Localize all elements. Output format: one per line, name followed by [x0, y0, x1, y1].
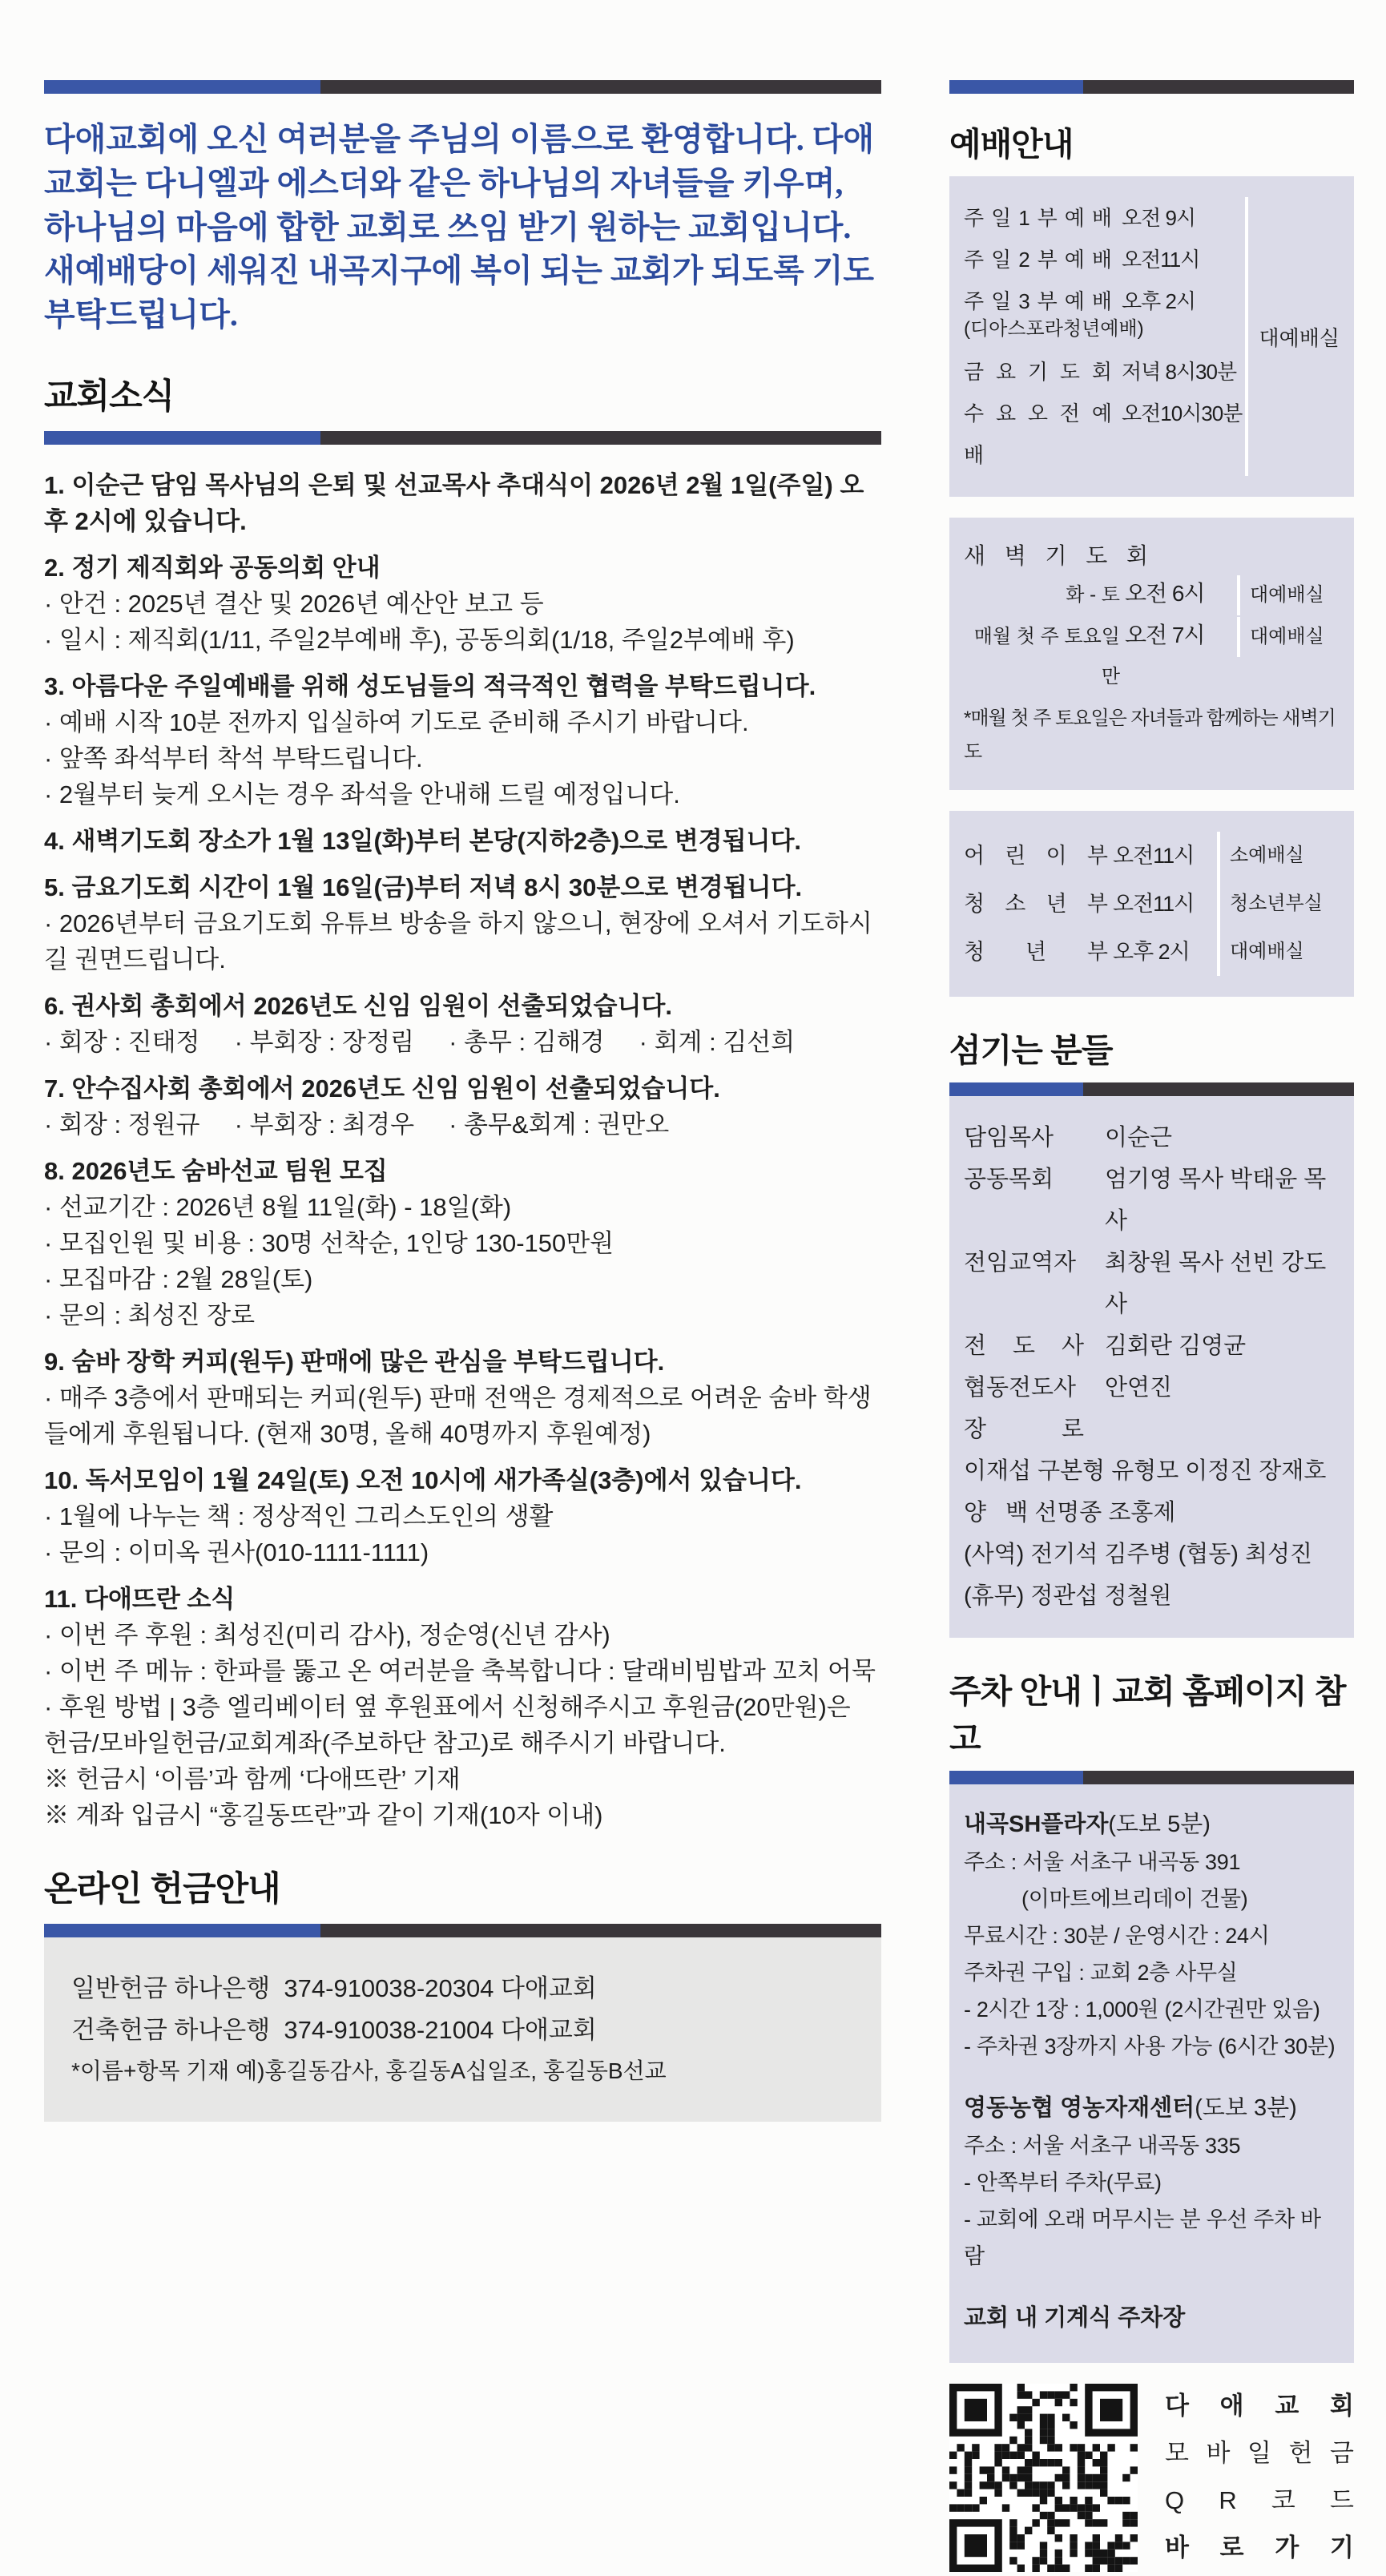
servant-role: 전 도 사 — [964, 1333, 1084, 1359]
department-room: 청소년부실 — [1217, 880, 1323, 928]
department-name: 어 린 이 부 — [964, 844, 1108, 868]
parking-section — [964, 2089, 1340, 2275]
news-item-title: 6. 권사회 총회에서 2026년도 신임 임원이 선출되었습니다. — [44, 991, 672, 1020]
dawn-prayer-box — [949, 518, 1354, 790]
servant-row — [964, 1117, 1340, 1159]
servant-row — [964, 1409, 1340, 1450]
bar-dark-segment — [1083, 1082, 1354, 1096]
mobile-offering-qr-section — [949, 2384, 1354, 2572]
news-item — [44, 550, 881, 658]
worship-times-box — [949, 176, 1354, 497]
parking-line: - 2시간 1장 : 1,000원 (2시간권만 있음) — [964, 1998, 1320, 2022]
parking-box — [949, 1784, 1354, 2363]
news-item — [44, 988, 881, 1060]
department-row — [964, 880, 1340, 928]
department-room: 소예배실 — [1217, 832, 1304, 880]
service-name: 금 요 기 도 회 — [964, 360, 1112, 384]
dawn-prayer-row — [964, 615, 1340, 697]
news-item-line: · 안건 : 2025년 결산 및 2026년 예산안 보고 등 — [44, 589, 544, 618]
servant-role: 공동목회 — [964, 1167, 1054, 1192]
offering-note: *이름+항목 기재 예)홍길동감사, 홍길동A십일조, 홍길동B선교 — [71, 2058, 667, 2083]
news-item — [44, 1581, 881, 1833]
parking-line: 무료시간 : 30분 / 운영시간 : 24시 — [964, 1924, 1270, 1948]
servant-row — [964, 1159, 1340, 1242]
department-time: 오후 2시 — [1113, 940, 1190, 964]
top-bar-right — [949, 80, 1354, 94]
parking-place — [964, 2299, 1340, 2337]
elder-names-line: (휴무) 정관섭 정철원 — [964, 1583, 1172, 1609]
servant-row — [964, 1325, 1340, 1367]
news-item-line: · 2월부터 늦게 오시는 경우 좌석을 안내해 드릴 예정입니다. — [44, 780, 680, 808]
news-item — [44, 869, 881, 978]
news-item-line: ※ 계좌 입금시 “홍길동뜨란”과 같이 기재(10자 이내) — [44, 1800, 603, 1829]
parking-section — [964, 2299, 1340, 2337]
worship-row — [964, 351, 1245, 393]
parking-walk-time: (도보 3분) — [1195, 2095, 1297, 2121]
news-item-title: 4. 새벽기도회 장소가 1월 13일(화)부터 본당(지하2층)으로 변경됩니다. — [44, 826, 802, 855]
welcome-message: 다애교회에 오신 여러분을 주님의 이름으로 환영합니다. 다애교회는 다니엘과 에스더와 같은 하나님의 자녀들을 키우며, 하나님의 마음에 합한 교회로 쓰임 받기 원하는 교회입니다. 새예배당이 세워진 내곡지구에 복이 되는 교회가 되도록 기도 부탁드립니다. — [44, 121, 882, 333]
department-times-box — [949, 811, 1354, 997]
news-item-line: · 이번 주 후원 : 최성진(미리 감사), 정순영(신년 감사) — [44, 1620, 610, 1649]
parking-place-name: 교회 내 기계식 주차장 — [964, 2305, 1186, 2331]
dawn-prayer-row — [964, 574, 1340, 615]
department-row — [964, 928, 1340, 976]
worship-rows — [964, 197, 1245, 476]
parking-section — [964, 1805, 1340, 2065]
news-item — [44, 823, 881, 859]
parking-walk-time: (도보 5분) — [1108, 1812, 1211, 1837]
parking-line: - 주차권 3장까지 사용 가능 (6시간 30분) — [964, 2034, 1336, 2058]
servant-names: 이순근 — [1105, 1125, 1173, 1151]
department-time: 오전11시 — [1113, 892, 1195, 916]
worship-row — [964, 197, 1245, 239]
dawn-prayer-title: 새 벽 기 도 회 — [964, 543, 1148, 568]
servant-names: 안연진 — [1105, 1375, 1173, 1401]
news-item-line: · 문의 : 이미옥 권사(010-1111-1111) — [44, 1538, 429, 1566]
qr-code — [949, 2384, 1138, 2572]
servant-names: 김회란 김영균 — [1105, 1333, 1247, 1359]
parking-line: - 교회에 오래 머무시는 분 우선 주차 바람 — [964, 2207, 1321, 2268]
service-room: 대예배실 — [1245, 197, 1340, 476]
offering-section-rule — [44, 1924, 881, 1937]
news-item-line: · 회장 : 정원규 · 부회장 : 최경우 · 총무&회계 : 권만오 — [44, 1110, 670, 1139]
parking-place-name: 영동농협 영농자재센터 — [964, 2095, 1195, 2121]
left-column — [44, 80, 881, 2122]
bar-dark-segment — [320, 80, 881, 94]
department-name: 청 소 년 부 — [964, 892, 1108, 916]
bar-blue-segment — [949, 80, 1083, 94]
news-item-line: · 모집인원 및 비용 : 30명 선착순, 1인당 130-150만원 — [44, 1228, 614, 1257]
news-item-line: · 이번 주 메뉴 : 한파를 뚫고 온 여러분을 축복합니다 : 달래비빔밥과 꼬치 어묵 — [44, 1656, 876, 1685]
dawn-when: 화 - 토 — [1066, 584, 1120, 606]
servant-role: 협동전도사 — [964, 1375, 1077, 1401]
news-item-line: · 매주 3층에서 판매되는 커피(원두) 판매 전액은 경제적으로 어려운 숨바 학생들에게 후원됩니다. (현재 30명, 올해 40명까지 후원예정) — [44, 1383, 872, 1448]
worship-row — [964, 393, 1245, 476]
worship-section-title: 예배안내 — [949, 126, 1074, 163]
department-room: 대예배실 — [1217, 928, 1304, 976]
news-item-title: 7. 안수집사회 총회에서 2026년도 신임 임원이 선출되었습니다. — [44, 1074, 720, 1103]
servant-role: 담임목사 — [964, 1125, 1054, 1151]
news-item-title: 8. 2026년도 숨바선교 팀원 모집 — [44, 1156, 388, 1185]
parking-line: - 안쪽부터 주차(무료) — [964, 2171, 1162, 2195]
news-item-line: · 예배 시작 10분 전까지 입실하여 기도로 준비해 주시기 바랍니다. — [44, 707, 749, 736]
bar-dark-segment — [320, 431, 881, 445]
parking-place — [964, 2089, 1340, 2127]
service-time: 오전 9시 — [1122, 206, 1196, 230]
elder-names-line: 이재섭 구본형 유형모 이정진 장재호 — [964, 1458, 1327, 1484]
news-item-line: · 문의 : 최성진 장로 — [44, 1300, 256, 1329]
top-bar-left — [44, 80, 881, 94]
news-item-title: 11. 다애뜨란 소식 — [44, 1584, 236, 1613]
worship-row — [964, 239, 1245, 280]
news-list — [44, 467, 881, 1833]
news-item-line: · 회장 : 진태정 · 부회장 : 장정림 · 총무 : 김해경 · 회계 : 김선희 — [44, 1027, 796, 1056]
elder-names-line: 양 백 선명종 조홍제 — [964, 1500, 1176, 1526]
service-time: 오후 2시 — [1122, 289, 1196, 313]
dawn-room: 대예배실 — [1237, 575, 1324, 615]
service-time: 오전10시30분 — [1122, 401, 1243, 425]
news-item-line: · 선교기간 : 2026년 8월 11일(화) - 18일(화) — [44, 1192, 512, 1221]
news-item — [44, 467, 881, 539]
bar-blue-segment — [949, 1771, 1083, 1784]
department-row — [964, 832, 1340, 880]
service-time: 저녁 8시30분 — [1122, 360, 1237, 384]
service-name: 주 일 2 부 예 배 — [964, 248, 1112, 272]
bar-dark-segment — [1083, 1771, 1354, 1784]
qr-caption-line: 다 애 교 회 — [1165, 2392, 1354, 2420]
news-item — [44, 1462, 881, 1570]
news-item-line: · 1월에 나누는 책 : 정상적인 그리스도인의 생활 — [44, 1502, 554, 1530]
bar-blue-segment — [44, 1924, 320, 1937]
news-item-title: 2. 정기 제직회와 공동의회 안내 — [44, 553, 381, 582]
bar-blue-segment — [44, 80, 320, 94]
servants-section-rule — [949, 1082, 1354, 1096]
news-item-line: ※ 헌금시 ‘이름’과 함께 ‘다애뜨란’ 기재 — [44, 1764, 461, 1793]
news-item — [44, 668, 881, 812]
offering-account-row: 일반헌금 하나은행 374-910038-20304 다애교회 — [71, 1973, 597, 2002]
service-time: 오전11시 — [1122, 248, 1200, 272]
servant-row — [964, 1242, 1340, 1325]
news-item — [44, 1153, 881, 1333]
qr-caption-line: Q R 코 드 — [1165, 2486, 1354, 2514]
parking-line: 주소 : 서울 서초구 내곡동 391 — [964, 1850, 1241, 1874]
news-item-title: 3. 아름다운 주일예배를 위해 성도님들의 적극적인 협력을 부탁드립니다. — [44, 671, 816, 700]
offering-box — [44, 1937, 881, 2122]
department-name: 청 년 부 — [964, 940, 1108, 964]
service-note: (디아스포라청년예배) — [964, 318, 1144, 340]
news-item-line: · 일시 : 제직회(1/11, 주일2부예배 후), 공동의회(1/18, 주일2부예배 후) — [44, 625, 795, 654]
dawn-when: 매월 첫 주 토요일만 — [973, 626, 1120, 687]
offering-account-row: 건축헌금 하나은행 374-910038-21004 다애교회 — [71, 2015, 597, 2044]
news-item — [44, 1070, 881, 1143]
offering-section-title: 온라인 헌금안내 — [44, 1869, 280, 1909]
parking-place — [964, 1805, 1340, 1844]
news-item-line: · 앞쪽 좌석부터 착석 부탁드립니다. — [44, 744, 423, 772]
service-name: 주 일 3 부 예 배 — [964, 289, 1112, 313]
dawn-room: 대예배실 — [1237, 617, 1324, 657]
servant-row — [964, 1367, 1340, 1409]
bar-blue-segment — [949, 1082, 1083, 1096]
news-item-title: 1. 이순근 담임 목사님의 은퇴 및 선교목사 추대식이 2026년 2월 1일(주일) 오후 2시에 있습니다. — [44, 470, 864, 535]
service-name: 주 일 1 부 예 배 — [964, 206, 1112, 230]
parking-section-title: 주차 안내ㅣ교회 홈페이지 참고 — [949, 1673, 1346, 1757]
news-item-line: · 2026년부터 금요기도회 유튜브 방송을 하지 않으니, 현장에 오셔서 기도하시길 권면드립니다. — [44, 909, 872, 974]
servant-role: 장 로 — [964, 1417, 1084, 1442]
right-column — [949, 80, 1354, 2572]
news-item-line: · 후원 방법 | 3층 엘리베이터 옆 후원표에서 신청해주시고 후원금(20만원)은 헌금/모바일헌금/교회계좌(주보하단 참고)로 해주시기 바랍니다. — [44, 1692, 858, 1757]
qr-caption-line: 모 바 일 헌 금 — [1165, 2439, 1354, 2467]
bar-blue-segment — [44, 431, 320, 445]
news-section-title: 교회소식 — [44, 377, 175, 416]
parking-place-name: 내곡SH플라자 — [964, 1812, 1109, 1837]
servants-box — [949, 1096, 1354, 1638]
news-item-title: 10. 독서모임이 1월 24일(토) 오전 10시에 새가족실(3층)에서 있습니다. — [44, 1465, 802, 1494]
news-item-title: 5. 금요기도회 시간이 1월 16일(금)부터 저녁 8시 30분으로 변경됩니다. — [44, 873, 803, 901]
bar-dark-segment — [1083, 80, 1354, 94]
news-item-title: 9. 숨바 장학 커피(원두) 판매에 많은 관심을 부탁드립니다. — [44, 1347, 665, 1376]
news-item — [44, 1344, 881, 1452]
servants-section-title: 섬기는 분들 — [949, 1032, 1113, 1069]
servant-names: 최창원 목사 선빈 강도사 — [1105, 1250, 1327, 1317]
qr-caption — [1165, 2384, 1354, 2563]
department-time: 오전11시 — [1113, 844, 1195, 868]
news-section-rule — [44, 431, 881, 445]
qr-caption-line: 바 로 가 기 — [1165, 2534, 1354, 2562]
dawn-prayer-note: *매월 첫 주 토요일은 자녀들과 함께하는 새벽기도 — [964, 707, 1336, 763]
servant-names: 엄기영 목사 박태윤 목사 — [1105, 1167, 1327, 1234]
dawn-time: 오전 7시 — [1125, 623, 1205, 647]
service-name: 수 요 오 전 예 배 — [964, 401, 1112, 467]
elder-names-line: (사역) 전기석 김주병 (협동) 최성진 — [964, 1542, 1313, 1567]
parking-line: 주차권 구입 : 교회 2층 사무실 — [964, 1961, 1238, 1985]
servant-role: 전임교역자 — [964, 1250, 1077, 1276]
bar-dark-segment — [320, 1924, 881, 1937]
parking-section-rule — [949, 1771, 1354, 1784]
parking-line: 주소 : 서울 서초구 내곡동 335 — [964, 2134, 1241, 2158]
news-item-line: · 모집마감 : 2월 28일(토) — [44, 1264, 313, 1293]
parking-line: (이마트에브리데이 건물) — [964, 1887, 1248, 1911]
dawn-time: 오전 6시 — [1125, 581, 1205, 606]
